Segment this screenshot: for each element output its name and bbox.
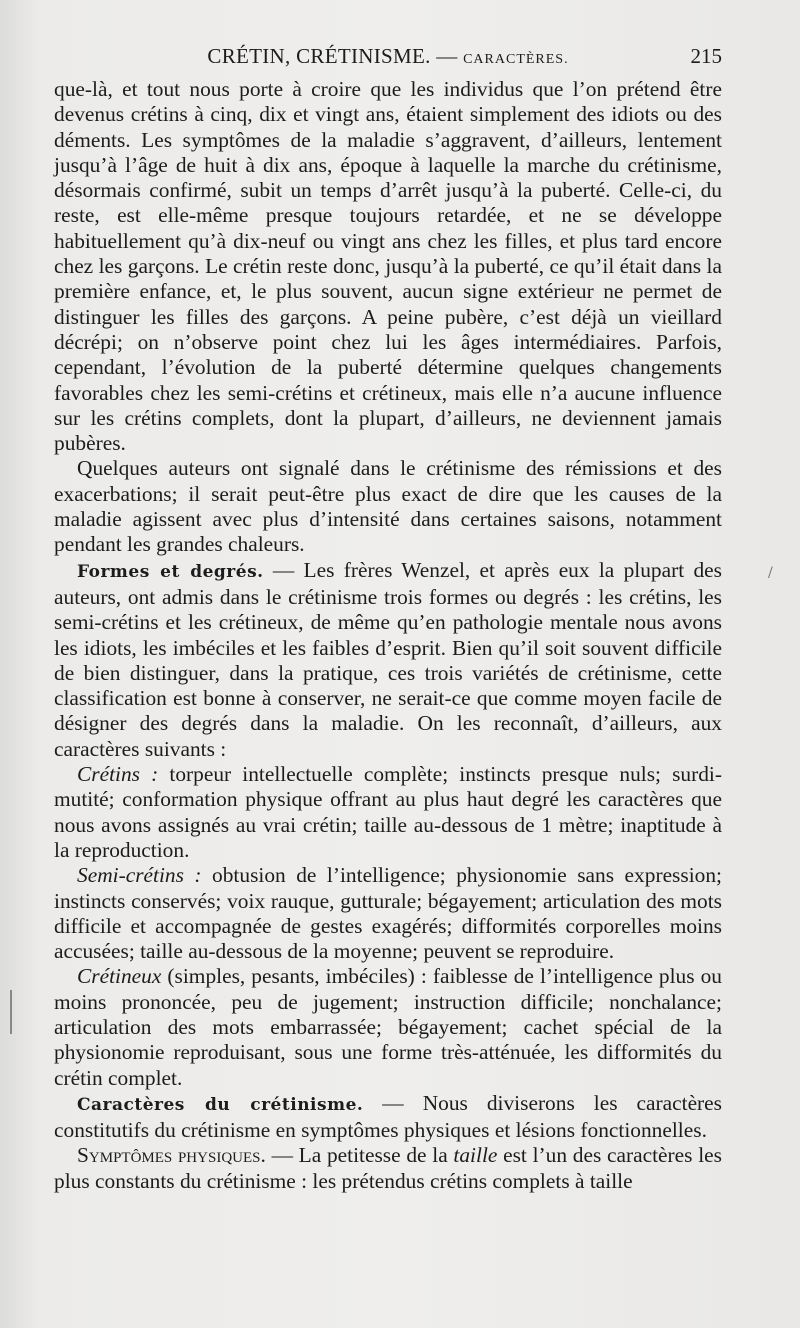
paragraph-remissions: Quelques auteurs ont signalé dans le crétinisme des rémissions et des exacerbations; il serait peut-être plus exact de dire que les causes de la maladie agissent avec plus d’intensité dans certaines saisons, notamment pendant les grandes chaleurs.	[54, 456, 722, 557]
paragraph-caracteres	[54, 1091, 722, 1144]
paragraph-cretins	[54, 762, 722, 863]
page-number: 215	[690, 44, 722, 68]
paragraph-caracteres-text: — Nous diviserons les caractères constitutifs du crétinisme en symptômes physiques et lésions fonctionnelles.	[54, 1090, 723, 1143]
section-heading-formes: Formes et degrés.	[77, 561, 264, 582]
paragraph-symptomes-text-b: est l’un des caractères les plus constants du crétinisme : les prétendus crétins complets à taille	[54, 1143, 722, 1193]
running-title-section: CARACTÈRES.	[463, 52, 569, 67]
term-cretineux: Crétineux	[77, 964, 162, 989]
section-heading-caracteres: Caractères du crétinisme.	[77, 1094, 364, 1115]
page-header	[54, 44, 722, 74]
paragraph-formes-text: — Les frères Wenzel, et après eux la plupart des auteurs, ont admis dans le crétinisme trois formes ou degrés : les crétins, les semi-crétins et les crétineux, de même qu’en pathologie mentale nous avons les idiots, les imbéciles et les faibles d’esprit. Bien qu’il soit souvent difficile de bien distinguer, dans la pratique, ces trois variétés de crétinisme, cette classification est bonne à conserver, ne serait-ce que comme moyen facile de désigner des degrés dans la maladie. On les reconnaît, d’ailleurs, aux caractères suivants :	[54, 557, 722, 761]
term-semi-cretins: Semi-crétins :	[77, 863, 202, 888]
paragraph-cretins-text: torpeur intellectuelle complète; instincts presque nuls; surdi-mutité; conformation physique offrant au plus haut degré les caractères que nous avons assignés au vrai crétin; taille au-dessous de 1 mètre; inaptitude à la reproduction.	[54, 762, 723, 862]
margin-mark: /	[768, 565, 773, 581]
section-heading-symptomes: Symptômes physiques.	[77, 1143, 266, 1168]
term-cretins: Crétins :	[77, 762, 159, 787]
paragraph-cretineux-text: (simples, pesants, imbéciles) : faiblesse de l’intelligence plus ou moins prononcée, peu de jugement; instruction difficile; nonchalance; articulation des mots embarrassée; bégayement; cachet spécial de la physionomie reproduisant, sous une forme très-atténuée, les difformités du crétin complet.	[54, 964, 722, 1090]
paragraph-continuation: que-là, et tout nous porte à croire que les individus que l’on prétend être devenus crétins à cinq, dix et vingt ans, étaient simplement des idiots ou des déments. Les symptômes de la maladie s’aggravent, d’ailleurs, lentement jusqu’à l’âge de huit à dix ans, époque à laquelle la marche du crétinisme, désormais confirmé, subit un temps d’arrêt jusqu’à la puberté. Celle-ci, du reste, est elle-même presque toujours retardée, et ne se développe habituellement qu’à dix-neuf ou vingt ans chez les filles, et plus tard encore chez les garçons. Le crétin reste donc, jusqu’à la puberté, ce qu’il était dans la première enfance, et, le plus souvent, aucun signe extérieur ne permet de distinguer les filles des garçons. A peine pubère, c’est déjà un vieillard décrépi; on n’observe point chez lui les âges intermédiaires. Parfois, cependant, l’évolution de la puberté détermine quelques changements favorables chez les semi-crétins et crétineux, mais elle n’a aucune influence sur les crétins complets, dont la plupart, d’ailleurs, ne deviennent jamais pubères.	[54, 77, 722, 456]
running-title-main: CRÉTIN, CRÉTINISME. —	[207, 44, 464, 68]
paragraph-cretineux	[54, 964, 722, 1090]
paragraph-formes-degres	[54, 558, 722, 762]
page-body	[54, 77, 722, 1194]
paragraph-symptomes-text-a: — La petitesse de la	[265, 1143, 454, 1168]
margin-bar	[10, 990, 12, 1034]
paragraph-symptomes	[54, 1143, 722, 1194]
term-taille: taille	[453, 1143, 498, 1168]
paragraph-semi-cretins	[54, 863, 722, 964]
paragraph-semi-cretins-text: obtusion de l’intelligence; physionomie sans expression; instincts conservés; voix rauque, gutturale; bégayement; articulation des mots difficile et accompagnée de gestes exagérés; difformités corporelles moins accusées; taille au-dessous de la moyenne; peuvent se reproduire.	[54, 863, 722, 964]
running-title	[54, 44, 722, 69]
